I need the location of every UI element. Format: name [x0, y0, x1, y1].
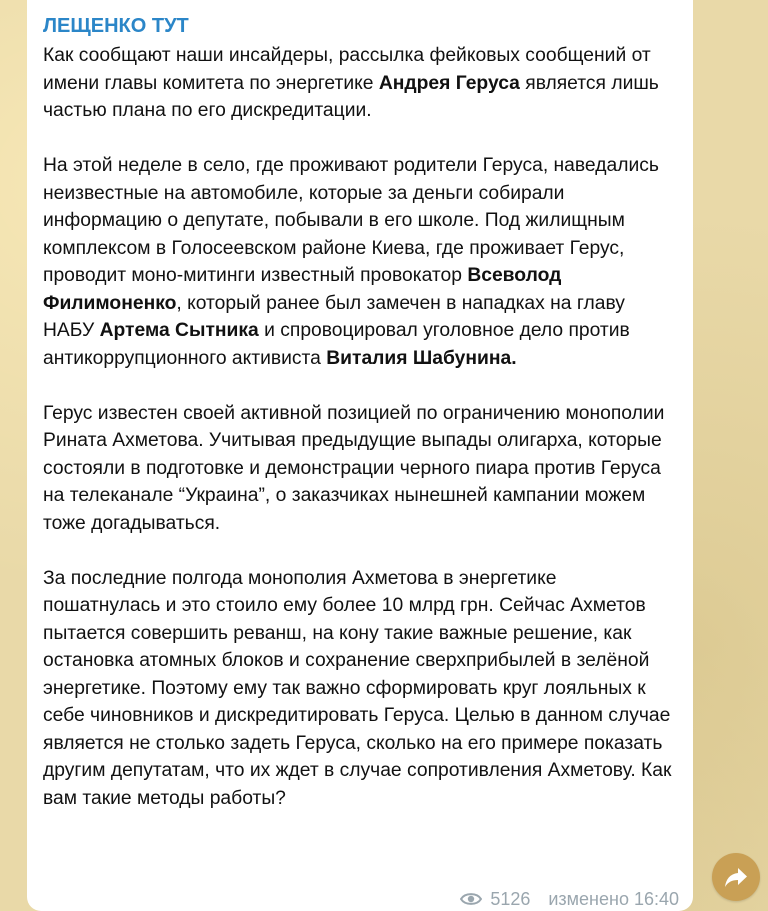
message-paragraph-4: За последние полгода монополия Ахметова в энергетике пошатнулась и это стоило ему более 10 млрд грн. Сейчас Ахметов пытается совершить реванш, на кону такие важные решение, как остановка атомных блоков и сохранение сверхприбылей в зелёной энергетике. Поэтому ему так важно сформировать круг лояльных к себе чиновников и дискредитировать Геруса. Целью в данном случае является не столько задеть Геруса, сколько на его примере показать другим депутатам, что их ждет в случае сопротивления Ахметову. Как вам такие методы работы?: [43, 567, 672, 809]
bold-name: Всеволод Филимоненко: [43, 265, 562, 314]
bold-name: Виталия Шабунина.: [326, 347, 517, 369]
text-segment: На этой неделе в село, где проживают родители Геруса, наведались неизвестные на автомобиле, которые за деньги собирали информацию о депутате, побывали в его школе. Под жилищным комплексом в Голосеевском районе Киева, где проживает Герус, проводит моно-митинги известный провокатор: [43, 155, 659, 286]
message-paragraph-3: Герус известен своей активной позицией по ограничению монополии Рината Ахметова. Учитывая предыдущие выпады олигарха, которые состояли в подготовке и демонстрации черного пиара против Геруса на телеканале “Украина”, о заказчиках нынешней кампании можем тоже догадываться.: [43, 402, 665, 534]
text-segment: Как сообщают наши инсайдеры, рассылка фейковых сообщений от имени главы комитета по энергетике: [43, 45, 651, 94]
channel-name[interactable]: ЛЕЩЕНКО ТУТ: [43, 15, 189, 37]
text-segment: является лишь частью плана по его дискредитации.: [43, 72, 659, 121]
edited-timestamp: изменено 16:40: [548, 889, 679, 909]
message-meta: [460, 888, 679, 910]
text-segment: , который ранее был замечен в нападках на главу НАБУ: [43, 292, 625, 341]
message-paragraph-1: [43, 42, 675, 125]
bold-name: Андрея Геруса: [378, 72, 520, 94]
message-bubble: [27, 0, 693, 911]
message-paragraph-2: [43, 152, 675, 372]
text-segment: и спровоцировал уголовное дело против антикоррупционного активиста: [43, 320, 630, 369]
bold-name: Артема Сытника: [99, 320, 259, 341]
view-count: 5126: [490, 889, 531, 909]
share-arrow-icon: [724, 866, 748, 888]
eye-icon: [460, 891, 482, 907]
share-button[interactable]: [712, 853, 760, 901]
